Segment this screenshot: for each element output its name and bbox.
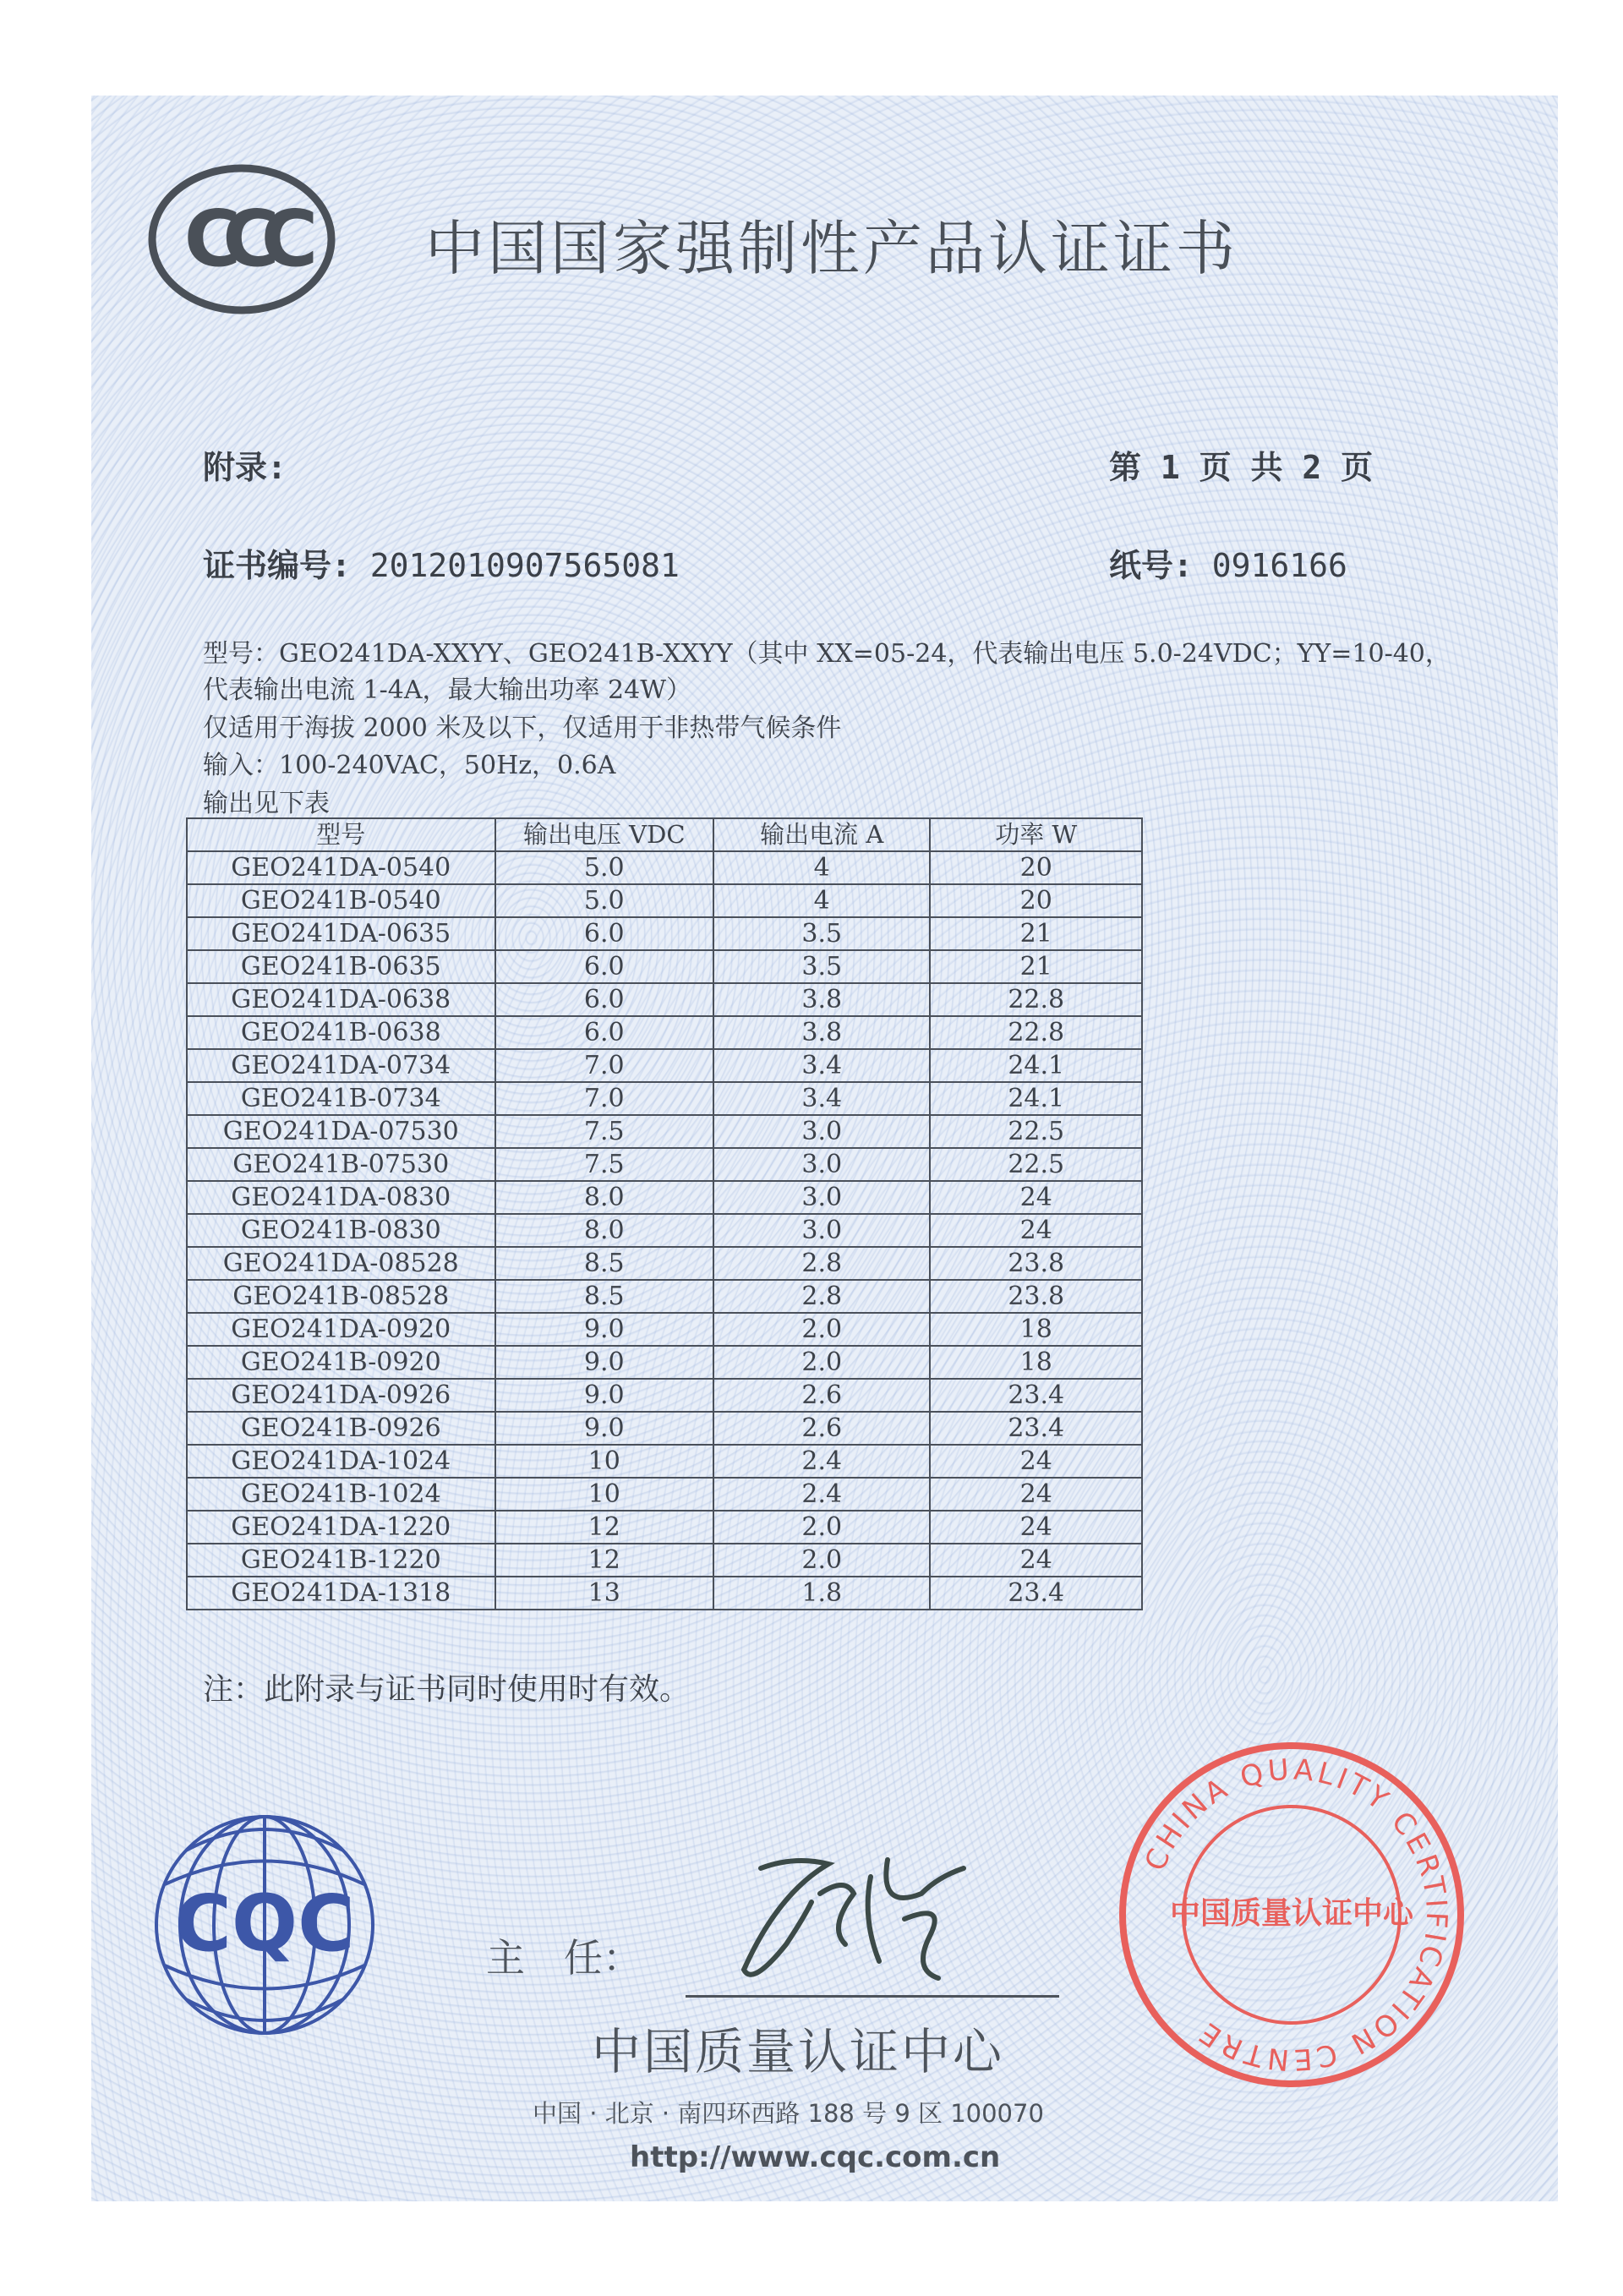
table-cell: 22.8 bbox=[930, 983, 1142, 1016]
input-spec: 输入：100-240VAC，50Hz，0.6A bbox=[203, 751, 616, 780]
table-cell: 3.4 bbox=[713, 1049, 930, 1082]
paper-no: 0916166 bbox=[1211, 547, 1347, 584]
table-row bbox=[187, 1445, 1142, 1478]
table-cell: 22.5 bbox=[930, 1115, 1142, 1148]
table-cell: 2.0 bbox=[713, 1511, 930, 1544]
table-cell: 4 bbox=[713, 884, 930, 917]
svg-text:中国质量认证中心: 中国质量认证中心 bbox=[1169, 1895, 1414, 1931]
table-cell: 9.0 bbox=[495, 1346, 713, 1379]
table-cell: 2.0 bbox=[713, 1346, 930, 1379]
table-cell: 2.4 bbox=[713, 1478, 930, 1511]
table-cell: 10 bbox=[495, 1445, 713, 1478]
table-cell: 24.1 bbox=[930, 1082, 1142, 1115]
table-cell: 21 bbox=[930, 950, 1142, 983]
table-cell: 22.8 bbox=[930, 1016, 1142, 1049]
table-cell: 24 bbox=[930, 1181, 1142, 1214]
table-row bbox=[187, 1115, 1142, 1148]
table-cell: GEO241DA-08528 bbox=[187, 1247, 495, 1280]
table-cell: 7.5 bbox=[495, 1148, 713, 1181]
table-cell: 5.0 bbox=[495, 884, 713, 917]
table-cell: GEO241DA-1318 bbox=[187, 1577, 495, 1610]
org-name: 中国质量认证中心 bbox=[592, 2023, 1005, 2080]
output-intro: 输出见下表 bbox=[203, 789, 330, 818]
table-cell: 23.8 bbox=[930, 1247, 1142, 1280]
table-row bbox=[187, 1544, 1142, 1577]
table-row bbox=[187, 1346, 1142, 1379]
table-row bbox=[187, 950, 1142, 983]
table-cell: 5.0 bbox=[495, 851, 713, 884]
table-cell: GEO241B-1024 bbox=[187, 1478, 495, 1511]
cqc-globe-logo bbox=[152, 1812, 377, 2037]
table-cell: 8.0 bbox=[495, 1214, 713, 1247]
table-row bbox=[187, 917, 1142, 950]
paper-no-label: 纸号: bbox=[1109, 547, 1193, 584]
table-cell: GEO241B-0926 bbox=[187, 1412, 495, 1445]
table-row bbox=[187, 1082, 1142, 1115]
column-header: 输出电压 VDC bbox=[495, 818, 713, 851]
column-header: 功率 W bbox=[930, 818, 1142, 851]
table-cell: GEO241B-07530 bbox=[187, 1148, 495, 1181]
table-cell: 23.4 bbox=[930, 1412, 1142, 1445]
table-cell: GEO241DA-07530 bbox=[187, 1115, 495, 1148]
page-info: 第 1 页 共 2 页 bbox=[1109, 449, 1374, 486]
table-cell: 3.5 bbox=[713, 950, 930, 983]
table-cell: 24 bbox=[930, 1478, 1142, 1511]
table-cell: GEO241B-08528 bbox=[187, 1280, 495, 1313]
table-cell: GEO241DA-0734 bbox=[187, 1049, 495, 1082]
table-cell: GEO241DA-0638 bbox=[187, 983, 495, 1016]
table-row bbox=[187, 1577, 1142, 1610]
table-cell: 24 bbox=[930, 1544, 1142, 1577]
column-header: 型号 bbox=[187, 818, 495, 851]
table-cell: 12 bbox=[495, 1511, 713, 1544]
table-cell: GEO241B-0638 bbox=[187, 1016, 495, 1049]
table-cell: GEO241B-1220 bbox=[187, 1544, 495, 1577]
table-cell: 3.8 bbox=[713, 1016, 930, 1049]
svg-text:CCC: CCC bbox=[183, 194, 300, 284]
table-cell: 2.0 bbox=[713, 1544, 930, 1577]
certificate-title: 中国国家强制性产品认证证书 bbox=[425, 214, 1238, 283]
table-cell: GEO241B-0635 bbox=[187, 950, 495, 983]
svg-text:CQC: CQC bbox=[174, 1878, 355, 1969]
table-row bbox=[187, 1247, 1142, 1280]
table-cell: 9.0 bbox=[495, 1379, 713, 1412]
table-cell: 2.0 bbox=[713, 1313, 930, 1346]
table-row bbox=[187, 1148, 1142, 1181]
ccc-logo bbox=[145, 162, 338, 316]
signature-line bbox=[686, 1995, 1059, 1998]
table-cell: 10 bbox=[495, 1478, 713, 1511]
table-cell: GEO241DA-0540 bbox=[187, 851, 495, 884]
official-seal-stamp bbox=[1118, 1741, 1465, 2088]
table-cell: GEO241B-0540 bbox=[187, 884, 495, 917]
table-cell: 23.4 bbox=[930, 1577, 1142, 1610]
table-cell: 22.5 bbox=[930, 1148, 1142, 1181]
svg-text:CHINA QUALITY CERTIFICATION CE: CHINA QUALITY CERTIFICATION CENTRE bbox=[1138, 1752, 1454, 2077]
table-cell: GEO241DA-1024 bbox=[187, 1445, 495, 1478]
table-cell: 2.6 bbox=[713, 1412, 930, 1445]
table-cell: 3.8 bbox=[713, 983, 930, 1016]
model-description: 型号：GEO241DA-XXYY、GEO241B-XXYY（其中 XX=05-24，代表输出电压 5.0-24VDC；YY=10-40， bbox=[203, 639, 1451, 669]
table-row bbox=[187, 983, 1142, 1016]
table-cell: 8.0 bbox=[495, 1181, 713, 1214]
table-cell: GEO241B-0920 bbox=[187, 1346, 495, 1379]
table-row bbox=[187, 851, 1142, 884]
table-cell: 13 bbox=[495, 1577, 713, 1610]
table-cell: 2.8 bbox=[713, 1280, 930, 1313]
table-cell: 7.5 bbox=[495, 1115, 713, 1148]
table-cell: 20 bbox=[930, 851, 1142, 884]
table-cell: 3.4 bbox=[713, 1082, 930, 1115]
table-cell: 1.8 bbox=[713, 1577, 930, 1610]
table-cell: 7.0 bbox=[495, 1049, 713, 1082]
table-cell: 6.0 bbox=[495, 950, 713, 983]
table-cell: 3.0 bbox=[713, 1115, 930, 1148]
table-cell: 24 bbox=[930, 1214, 1142, 1247]
appendix-label: 附录: bbox=[203, 449, 287, 486]
table-cell: 3.0 bbox=[713, 1214, 930, 1247]
cert-no-label: 证书编号: bbox=[203, 547, 351, 584]
table-cell: GEO241B-0734 bbox=[187, 1082, 495, 1115]
table-cell: 8.5 bbox=[495, 1280, 713, 1313]
table-cell: 23.8 bbox=[930, 1280, 1142, 1313]
table-cell: 3.5 bbox=[713, 917, 930, 950]
table-cell: 24.1 bbox=[930, 1049, 1142, 1082]
table-cell: GEO241DA-0926 bbox=[187, 1379, 495, 1412]
table-cell: GEO241DA-0920 bbox=[187, 1313, 495, 1346]
table-cell: 9.0 bbox=[495, 1412, 713, 1445]
table-cell: 4 bbox=[713, 851, 930, 884]
table-cell: 24 bbox=[930, 1445, 1142, 1478]
table-row bbox=[187, 1181, 1142, 1214]
table-cell: 6.0 bbox=[495, 917, 713, 950]
table-row bbox=[187, 1478, 1142, 1511]
table-row bbox=[187, 884, 1142, 917]
table-header-row bbox=[187, 818, 1142, 851]
table-cell: 6.0 bbox=[495, 983, 713, 1016]
table-cell: 7.0 bbox=[495, 1082, 713, 1115]
model-description-cont: 代表输出电流 1-4A，最大输出功率 24W） bbox=[203, 675, 692, 705]
table-cell: 20 bbox=[930, 884, 1142, 917]
table-cell: GEO241DA-0830 bbox=[187, 1181, 495, 1214]
table-cell: 23.4 bbox=[930, 1379, 1142, 1412]
table-cell: 18 bbox=[930, 1313, 1142, 1346]
table-cell: 3.0 bbox=[713, 1148, 930, 1181]
table-cell: 8.5 bbox=[495, 1247, 713, 1280]
output-spec-table bbox=[186, 817, 1143, 1610]
column-header: 输出电流 A bbox=[713, 818, 930, 851]
table-cell: GEO241B-0830 bbox=[187, 1214, 495, 1247]
table-cell: 12 bbox=[495, 1544, 713, 1577]
table-cell: 6.0 bbox=[495, 1016, 713, 1049]
table-row bbox=[187, 1280, 1142, 1313]
table-row bbox=[187, 1412, 1142, 1445]
table-cell: GEO241DA-1220 bbox=[187, 1511, 495, 1544]
validity-note: 注：此附录与证书同时使用时有效。 bbox=[203, 1672, 691, 1707]
org-address: 中国 · 北京 · 南四环西路 188 号 9 区 100070 bbox=[533, 2099, 1044, 2128]
org-website[interactable]: http://www.cqc.com.cn bbox=[630, 2140, 1001, 2174]
director-label: 主 任： bbox=[486, 1935, 642, 1981]
table-cell: 18 bbox=[930, 1346, 1142, 1379]
table-cell: 2.6 bbox=[713, 1379, 930, 1412]
table-row bbox=[187, 1379, 1142, 1412]
table-row bbox=[187, 1313, 1142, 1346]
table-cell: GEO241DA-0635 bbox=[187, 917, 495, 950]
table-row bbox=[187, 1016, 1142, 1049]
altitude-condition: 仅适用于海拔 2000 米及以下，仅适用于非热带气候条件 bbox=[203, 713, 842, 743]
table-row bbox=[187, 1049, 1142, 1082]
table-row bbox=[187, 1214, 1142, 1247]
table-cell: 21 bbox=[930, 917, 1142, 950]
director-signature bbox=[727, 1843, 1014, 1987]
table-row bbox=[187, 1511, 1142, 1544]
table-cell: 3.0 bbox=[713, 1181, 930, 1214]
table-cell: 2.8 bbox=[713, 1247, 930, 1280]
table-cell: 24 bbox=[930, 1511, 1142, 1544]
table-cell: 9.0 bbox=[495, 1313, 713, 1346]
cert-no: 2012010907565081 bbox=[369, 547, 680, 584]
table-cell: 2.4 bbox=[713, 1445, 930, 1478]
